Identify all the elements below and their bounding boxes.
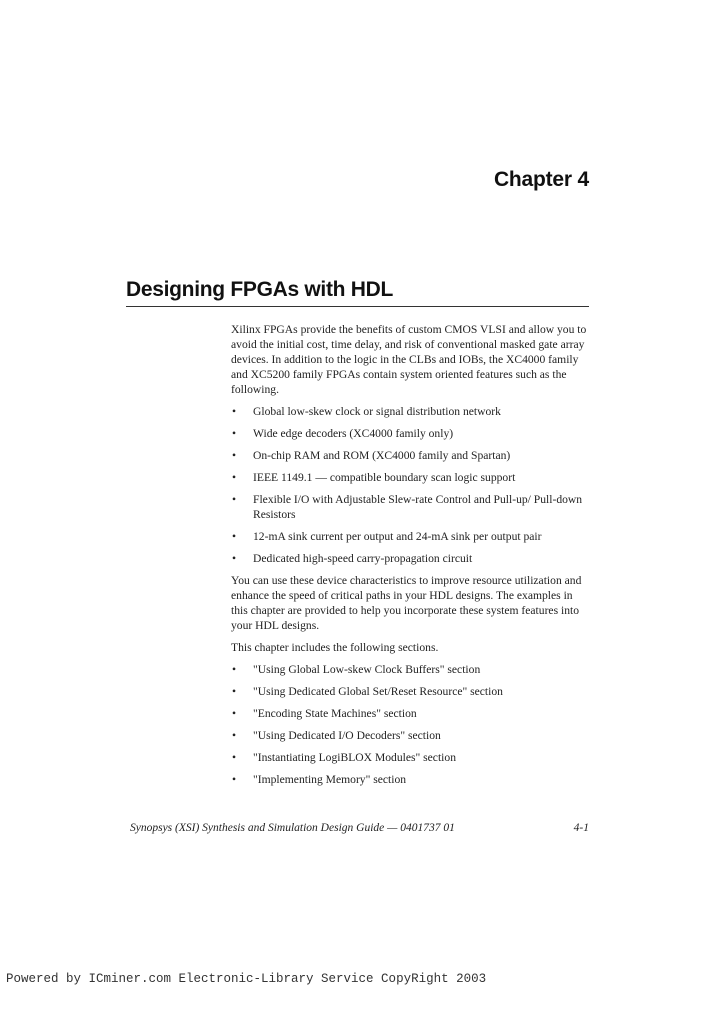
- bullet-icon: •: [232, 530, 237, 543]
- bullet-icon: •: [232, 405, 237, 418]
- watermark: Powered by ICminer.com Electronic-Library Service CopyRight 2003: [6, 972, 487, 986]
- list-item: • "Instantiating LogiBLOX Modules" section: [232, 751, 456, 764]
- bullet-icon: •: [232, 685, 237, 698]
- list-item: • "Using Global Low-skew Clock Buffers" section: [232, 663, 481, 676]
- list-item: • "Encoding State Machines" section: [232, 707, 417, 720]
- list-item: • "Using Dedicated Global Set/Reset Resource" section: [232, 685, 503, 698]
- list-item: • IEEE 1149.1 — compatible boundary scan logic support: [232, 471, 516, 484]
- bullet-icon: •: [232, 729, 237, 742]
- list-item: • Flexible I/O with Adjustable Slew-rate Control and Pull-up/ Pull-down Resistors: [232, 493, 583, 521]
- list-item: • "Implementing Memory" section: [232, 773, 407, 786]
- list-item: • "Using Dedicated I/O Decoders" section: [232, 729, 441, 742]
- list-item: • Global low-skew clock or signal distribution network: [232, 405, 501, 418]
- bullet-icon: •: [232, 427, 237, 440]
- bullet-icon: •: [232, 493, 237, 506]
- feature-list: [231, 404, 589, 566]
- list-item: • 12-mA sink current per output and 24-mA sink per output pair: [232, 530, 542, 543]
- title-divider: [126, 306, 589, 307]
- bullet-icon: •: [232, 449, 237, 462]
- bullet-icon: •: [232, 773, 237, 786]
- section-list: [231, 662, 589, 787]
- footer-title: Synopsys (XSI) Synthesis and Simulation Design Guide — 0401737 01: [130, 822, 455, 834]
- list-item: • Wide edge decoders (XC4000 family only): [232, 427, 454, 440]
- chapter-number: Chapter 4: [493, 168, 589, 191]
- bullet-icon: •: [232, 707, 237, 720]
- list-item: • On-chip RAM and ROM (XC4000 family and Spartan): [232, 449, 511, 462]
- bullet-icon: •: [232, 663, 237, 676]
- bullet-icon: •: [232, 751, 237, 764]
- sections-intro: This chapter includes the following sections.: [231, 641, 439, 654]
- bullet-icon: •: [232, 552, 237, 565]
- intro-paragraph: Xilinx FPGAs provide the benefits of custom CMOS VLSI and allow you to avoid the initial cost, time delay, and risk of conventional masked gate array devices. In addition to the logic in the CLBs and IOBs, the XC4000 family and XC5200 family FPGAs contain system oriented features such as the following.: [231, 323, 587, 396]
- chapter-title: Designing FPGAs with HDL: [126, 278, 393, 301]
- list-item: • Dedicated high-speed carry-propagation circuit: [232, 552, 473, 565]
- resource-paragraph: You can use these device characteristics to improve resource utilization and enhance the speed of critical paths in your HDL designs. The examples in this chapter are provided to help you incorporate these system features into your HDL designs.: [231, 574, 582, 632]
- chapter-body: [231, 322, 589, 794]
- page-number: 4-1: [573, 822, 589, 834]
- bullet-icon: •: [232, 471, 237, 484]
